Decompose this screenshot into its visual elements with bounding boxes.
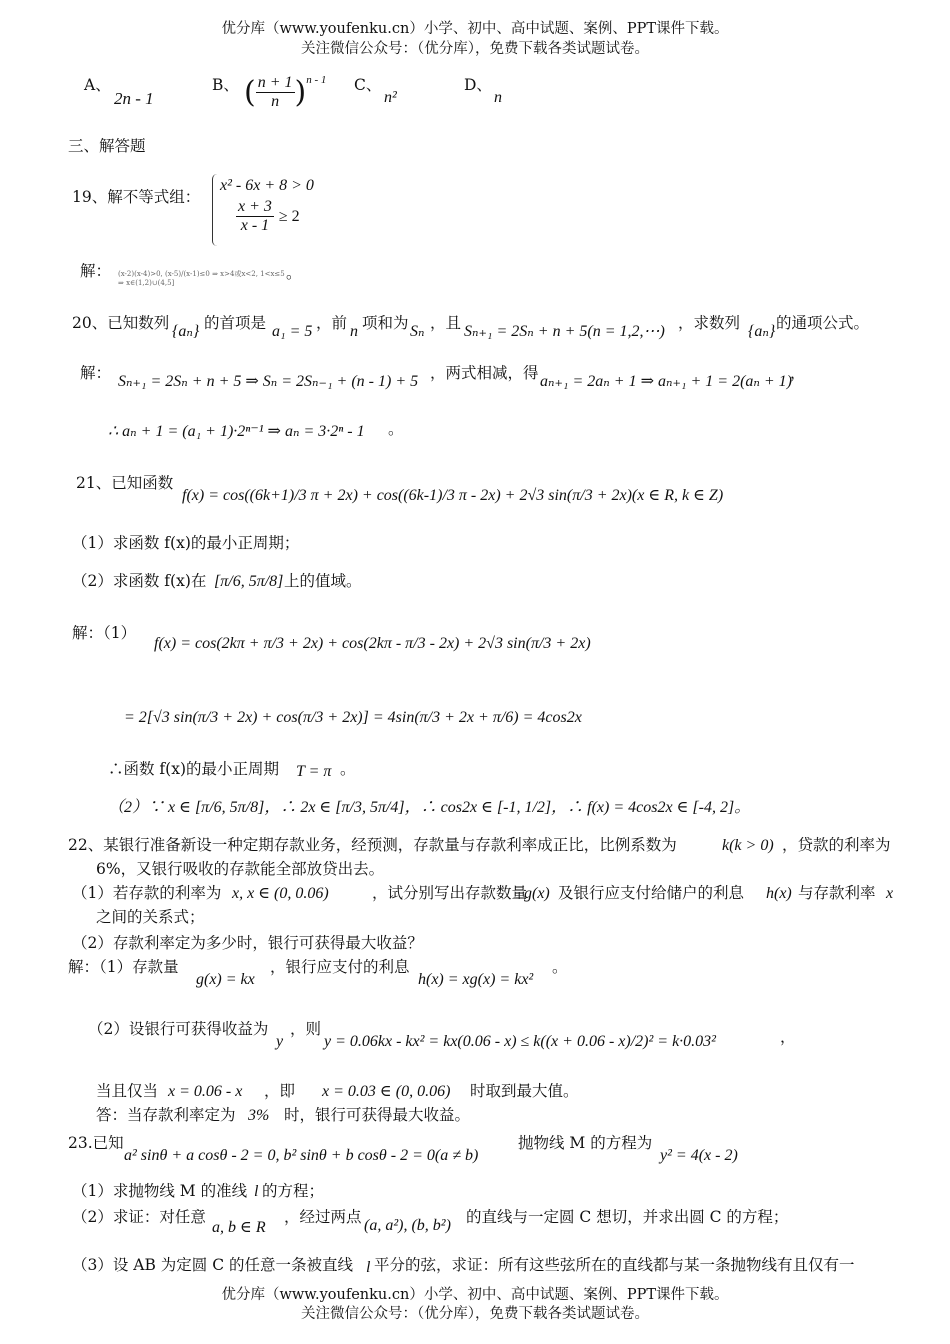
q23-p1-l: l xyxy=(254,1183,259,1200)
q22-p1-hx: h(x) xyxy=(766,885,792,902)
q22-sol2-b: ，则 xyxy=(290,1020,322,1038)
q20-sol-label: 解： xyxy=(80,364,112,382)
q22-sol3-eq2: x = 0.03 ∈ (0, 0.06) xyxy=(322,1083,451,1100)
q19-sol-end: 。 xyxy=(286,264,302,282)
q19-sol-tiny: (x-2)(x-4)>0, (x-5)/(x-1)≤0 ⇒ x>4或x<2, 1<x≤5 ⇒ x∈(1,2)∪(4,5] xyxy=(118,270,285,287)
q20-stem-7: 的通项公式。 xyxy=(776,314,870,332)
page-footer-line2: 关注微信公众号：（优分库），免费下载各类试题试卷。 xyxy=(301,1306,649,1322)
q20-stem-3: ，前 xyxy=(316,314,348,332)
q22-sol3-a: 当且仅当 xyxy=(96,1082,159,1100)
option-c-expr: n² xyxy=(384,89,397,106)
q22-p1-gx: g(x) xyxy=(524,885,550,902)
q22-sol1-h: h(x) = xg(x) = kx² xyxy=(418,971,534,988)
q19-stem: 19、解不等式组： xyxy=(72,188,201,206)
q21-p1: （1）求函数 f(x)的最小正周期； xyxy=(72,534,300,552)
q22-sol3-c: 时取到最大值。 xyxy=(470,1082,579,1100)
q22-sol2-c: ， xyxy=(780,1028,796,1046)
q20-n: n xyxy=(350,323,358,340)
q23-p2-b: ，经过两点 xyxy=(284,1208,362,1226)
option-d-expr: n xyxy=(494,89,502,106)
q22-p1-d: 与存款利率 xyxy=(798,884,876,902)
q22-sol2-eq: y = 0.06kx - kx² = kx(0.06 - x) ≤ k((x + 0.06 - x)/2)² = k·0.03² xyxy=(324,1033,716,1050)
q23-stem-eq2: y² = 4(x - 2) xyxy=(660,1147,738,1164)
q21-p2-a: （2）求函数 f(x)在 xyxy=(72,572,207,590)
q22-sol2-y: y xyxy=(276,1033,284,1050)
q23-p2-a: （2）求证：对任意 xyxy=(72,1208,206,1226)
q23-p2-c: 的直线与一定圆 C 想切，并求出圆 C 的方程； xyxy=(466,1208,789,1226)
q23-p3-l: l xyxy=(366,1259,371,1276)
q22-p2: （2）存款利率定为多少时，银行可获得最大收益？ xyxy=(72,934,423,952)
option-b-label: B、 xyxy=(212,76,239,94)
q20-sol-comma: ， xyxy=(790,364,806,382)
section-title: 三、解答题 xyxy=(68,137,146,155)
q19-sol-label: 解： xyxy=(80,262,112,280)
option-a-expr: 2n - 1 xyxy=(114,89,154,108)
q19-brace xyxy=(212,174,217,246)
q21-sol-l1: f(x) = cos(2kπ + π/3 + 2x) + cos(2kπ - π/3 - 2x) + 2√3 sin(π/3 + 2x) xyxy=(154,635,591,652)
page-footer-line1: 优分库（www.youfenku.cn）小学、初中、高中试题、案例、PPT课件下载。 xyxy=(221,1287,729,1303)
q20-sn: Sₙ xyxy=(410,323,425,340)
option-a-label: A、 xyxy=(84,76,111,94)
q21-sol-l3-c: 。 xyxy=(340,760,356,778)
q20-sol-eq1: Sₙ₊₁ = 2Sₙ + n + 5 ⇒ Sₙ = 2Sₙ₋₁ + (n - 1) + 5 xyxy=(118,373,419,390)
q22-stem-3: 6%，又银行吸收的存款能全部放贷出去。 xyxy=(96,860,385,878)
page-header-line2: 关注微信公众号：（优分库），免费下载各类试题试卷。 xyxy=(301,41,649,57)
q21-p2-b: 上的值域。 xyxy=(284,572,362,590)
q20-sol-eq2: aₙ₊₁ = 2aₙ + 1 ⇒ aₙ₊₁ + 1 = 2(aₙ + 1) xyxy=(540,373,792,390)
q22-p1-x: x xyxy=(886,885,894,902)
q23-p3-a: （3）设 AB 为定圆 C 的任意一条被直线 xyxy=(72,1256,354,1274)
q23-p2-cond: a, b ∈ R xyxy=(212,1219,266,1236)
q22-sol1-g: g(x) = kx xyxy=(196,971,255,988)
q20-sol-line2: ∴ aₙ + 1 = (a₁ + 1)·2ⁿ⁻¹ ⇒ aₙ = 3·2ⁿ - 1 xyxy=(108,423,365,440)
q22-sol1-c: 。 xyxy=(552,958,568,976)
q21-stem: 21、已知函数 xyxy=(76,474,174,492)
q19-ineq2-den: x - 1 xyxy=(240,217,270,235)
q20-stem-4: 项和为 xyxy=(362,314,409,332)
q22-stem-1: 22、某银行准备新设一种定期存款业务，经预测，存款量与存款利率成正比，比例系数为 xyxy=(68,836,677,854)
option-c-label: C、 xyxy=(354,76,382,94)
q21-sol-l3-a: ∴函数 f(x)的最小正周期 xyxy=(108,760,280,778)
q20-sol-mid: ，两式相减，得 xyxy=(430,364,539,382)
q22-sol3-b: ，即 xyxy=(264,1082,296,1100)
q19-ineq1: x² - 6x + 8 > 0 xyxy=(220,177,314,194)
q20-stem-6: ，求数列 xyxy=(678,314,741,332)
q21-f-def: f(x) = cos((6k+1)/3 π + 2x) + cos((6k-1)/3 π - 2x) + 2√3 sin(π/3 + 2x)(x ∈ R, k ∈ Z) xyxy=(182,487,724,504)
q21-sol-l4: （2）∵ x ∈ [π/6, 5π/8]，∴ 2x ∈ [π/3, 5π/4]，∴ cos2x ∈ [-1, 1/2]，∴ f(x) = 4cos2x ∈ [-4, 2]。 xyxy=(108,799,751,816)
q20-a1: a₁ = 5 xyxy=(272,323,313,340)
option-b-formula: ( $\frac{n + 1}{n}$ )$^{n - 1}$ xyxy=(244,74,327,111)
q19-ineq2-num: x + 3 xyxy=(236,198,274,217)
q20-seq: {aₙ} xyxy=(172,323,200,340)
q22-p1-b: ，试分别写出存款数量 xyxy=(372,884,528,902)
q21-p2-interval: [π/6, 5π/8] xyxy=(214,573,284,590)
q22-p1-e: 之间的关系式； xyxy=(96,908,205,926)
q22-sol3-eq: x = 0.06 - x xyxy=(168,1083,243,1100)
q21-sol-l2: = 2[√3 sin(π/3 + 2x) + cos(π/3 + 2x)] = 4sin(π/3 + 2x + π/6) = 4cos2x xyxy=(124,709,582,726)
option-d-label: D、 xyxy=(464,76,492,94)
q23-stem-eq: a² sinθ + a cosθ - 2 = 0, b² sinθ + b cosθ - 2 = 0(a ≠ b) xyxy=(124,1147,479,1164)
q22-p1-cond: x, x ∈ (0, 0.06) xyxy=(232,885,329,902)
q23-stem-1: 23.已知 xyxy=(68,1134,124,1152)
q22-ans-b: 时，银行可获得最大收益。 xyxy=(284,1106,471,1124)
q20-sol-end: 。 xyxy=(388,420,404,438)
q22-p1-c: 及银行应支付给储户的利息 xyxy=(558,884,745,902)
q22-sol1-b: ，银行应支付的利息 xyxy=(270,958,410,976)
q23-p2-pts: (a, a²), (b, b²) xyxy=(364,1217,451,1234)
q19-ineq2 xyxy=(236,198,300,236)
q19-ineq2-rel: ≥ 2 xyxy=(278,207,300,225)
q22-ans-v: 3% xyxy=(248,1107,270,1124)
q20-seq-2: {aₙ} xyxy=(748,323,776,340)
page-header-line1: 优分库（www.youfenku.cn）小学、初中、高中试题、案例、PPT课件下载。 xyxy=(221,21,729,37)
q23-stem-2: 抛物线 M 的方程为 xyxy=(518,1134,653,1152)
q23-p3-b: 平分的弦，求证：所有这些弦所在的直线都与某一条抛物线有且仅有一 xyxy=(374,1256,855,1274)
q20-recur: Sₙ₊₁ = 2Sₙ + n + 5(n = 1,2,⋯) xyxy=(464,323,665,340)
q22-stem-2: ，贷款的利率为 xyxy=(782,836,891,854)
q21-sol-label: 解：（1） xyxy=(72,624,137,642)
q22-p1-a: （1）若存款的利率为 xyxy=(72,884,222,902)
q20-stem-1: 20、已知数列 xyxy=(72,314,170,332)
q22-k-cond: k(k > 0) xyxy=(722,837,774,854)
q22-sol1-a: 解：（1）存款量 xyxy=(68,958,179,976)
q23-p1: （1）求抛物线 M 的准线 xyxy=(72,1182,248,1200)
q20-stem-5: ，且 xyxy=(430,314,462,332)
q23-p1-b: 的方程； xyxy=(262,1182,325,1200)
q21-sol-l3-b: T = π xyxy=(296,763,332,780)
q22-ans-a: 答：当存款利率定为 xyxy=(96,1106,236,1124)
q22-sol2-a: （2）设银行可获得收益为 xyxy=(88,1020,269,1038)
q20-stem-2: 的首项是 xyxy=(204,314,267,332)
